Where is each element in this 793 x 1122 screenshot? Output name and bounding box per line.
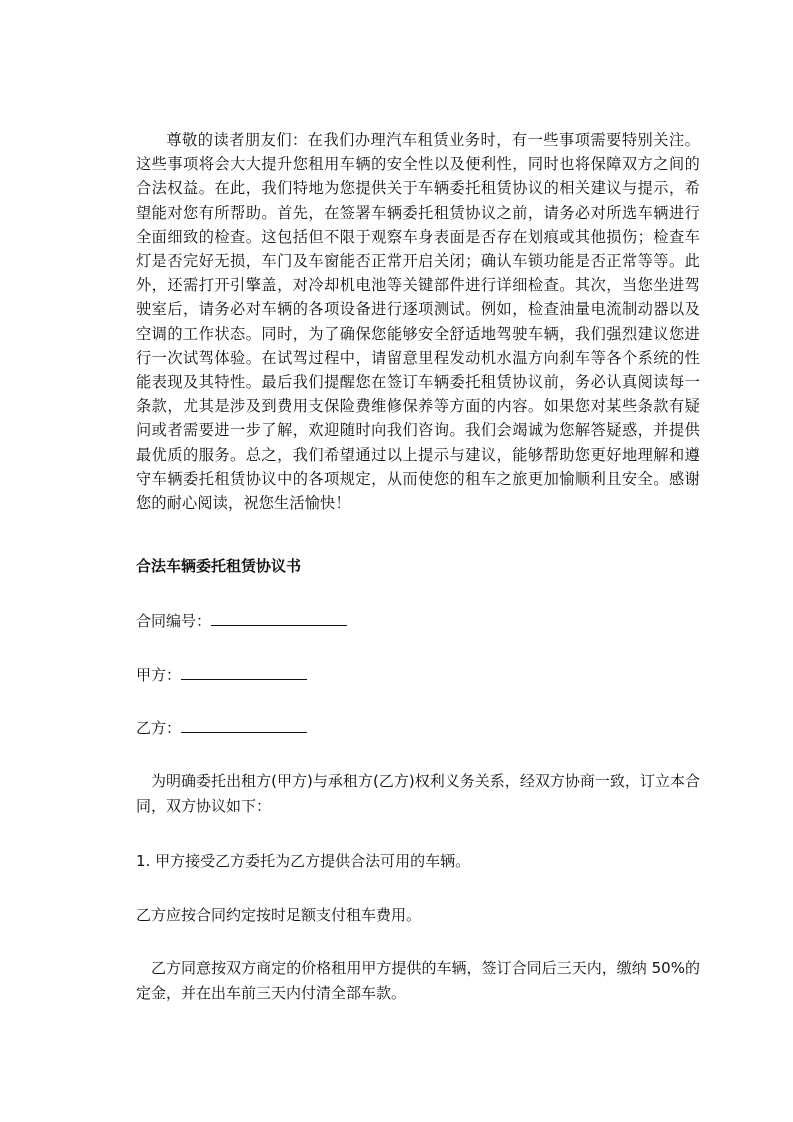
contract-number-label: 合同编号： bbox=[136, 612, 212, 630]
clause-1: 1. 甲方接受乙方委托为乙方提供合法可用的车辆。 bbox=[136, 852, 471, 870]
party-a-field bbox=[136, 665, 307, 685]
party-b-blank bbox=[181, 718, 307, 733]
party-a-blank bbox=[181, 665, 307, 680]
contract-preamble: 为明确委托出租方(甲方)与承租方(乙方)权利义务关系，经双方协商一致，订立本合同，双方协议如下： bbox=[136, 772, 700, 815]
contract-number-blank bbox=[211, 611, 347, 626]
party-b-field bbox=[136, 718, 307, 738]
clause-2: 乙方应按合同约定按时足额支付租车费用。 bbox=[136, 906, 422, 924]
clause-3: 乙方同意按双方商定的价格租用甲方提供的车辆，签订合同后三天内，缴纳 50%的定金，并在出车前三天内付清全部车款。 bbox=[136, 959, 700, 1002]
party-a-label: 甲方： bbox=[136, 666, 182, 684]
contract-number-field bbox=[136, 611, 347, 631]
intro-paragraph: 尊敬的读者朋友们：在我们办理汽车租赁业务时，有一些事项需要特别关注。这些事项将会大大提升您租用车辆的安全性以及便利性，同时也将保障双方之间的合法权益。在此，我们特地为您提供关于车辆委托租赁协议的相关建议与提示，希望能对您有所帮助。首先，在签署车辆委托租赁协议之前，请务必对所选车辆进行全面细致的检查。这包括但不限于观察车身表面是否存在划痕或其他损伤；检查车灯是否完好无损，车门及车窗能否正常开启关闭；确认车锁功能是否正常等等。此外，还需打开引擎盖，对冷却机电池等关键部件进行详细检查。其次，当您坐进驾驶室后，请务必对车辆的各项设备进行逐项测试。例如，检查油量电流制动器以及空调的工作状态。同时，为了确保您能够安全舒适地驾驶车辆，我们强烈建议您进行一次试驾体验。在试驾过程中，请留意里程发动机水温方向刹车等各个系统的性能表现及其特性。最后我们提醒您在签订车辆委托租赁协议前，务必认真阅读每一条款，尤其是涉及到费用支保险费维修保养等方面的内容。如果您对某些条款有疑问或者需要进一步了解，欢迎随时向我们咨询。我们会竭诚为您解答疑惑，并提供最优质的服务。总之，我们希望通过以上提示与建议，能够帮助您更好地理解和遵守车辆委托租赁协议中的各项规定，从而使您的租车之旅更加愉顺利且安全。感谢您的耐心阅读，祝您生活愉快！ bbox=[136, 131, 700, 513]
party-b-label: 乙方： bbox=[136, 719, 182, 737]
contract-title: 合法车辆委托租赁协议书 bbox=[136, 557, 302, 575]
